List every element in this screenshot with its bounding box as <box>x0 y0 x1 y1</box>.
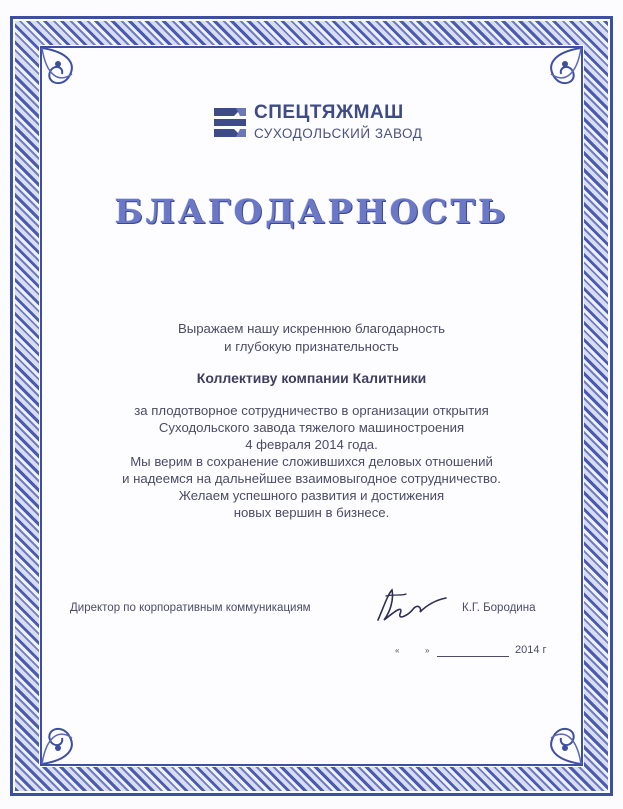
date-year: 2014 г <box>515 644 547 656</box>
signature-block <box>70 598 560 628</box>
paragraph-line: Суходольского завода тяжелого машиностроения <box>158 420 465 435</box>
corner-ornament-icon <box>525 708 585 768</box>
date-open-quote: « <box>395 646 400 655</box>
certificate-title: БЛАГОДАРНОСТЬ <box>114 192 509 231</box>
intro-line: Выражаем нашу искреннюю благодарность <box>177 321 446 336</box>
paragraph-line: и надеемся на дальнейшее взаимовыгодное сотрудничество. <box>122 471 501 486</box>
logo-subtitle: СУХОДОЛЬСКИЙ ЗАВОД <box>254 126 423 141</box>
paragraph-line: Желаем успешного развития и достижения <box>178 488 445 503</box>
recipient: Коллективу компании Калитники <box>196 370 427 386</box>
paragraph-line: новых вершин в бизнесе. <box>233 505 390 520</box>
logo-name: СПЕЦТЯЖМАШ <box>254 102 404 123</box>
intro-line: и глубокую признательность <box>224 339 399 354</box>
paragraph-line: Мы верим в сохранение сложившихся деловых отношений <box>130 454 493 469</box>
corner-ornament-icon <box>38 708 98 768</box>
signatory-name: К.Г. Бородина <box>462 602 536 614</box>
logo-mark-icon <box>212 104 248 142</box>
date-blank-line <box>437 656 509 657</box>
date-field <box>395 646 565 666</box>
signatory-position: Директор по корпоративным коммуникациям <box>70 602 311 614</box>
corner-ornament-icon <box>38 44 98 104</box>
company-logo <box>212 100 452 146</box>
paragraph-line: за плодотворное сотрудничество в организации открытия <box>134 403 489 418</box>
date-close-quote: » <box>425 646 430 655</box>
paragraph-line: 4 февраля 2014 года. <box>245 437 378 452</box>
corner-ornament-icon <box>525 44 585 104</box>
handwritten-signature <box>370 586 450 626</box>
